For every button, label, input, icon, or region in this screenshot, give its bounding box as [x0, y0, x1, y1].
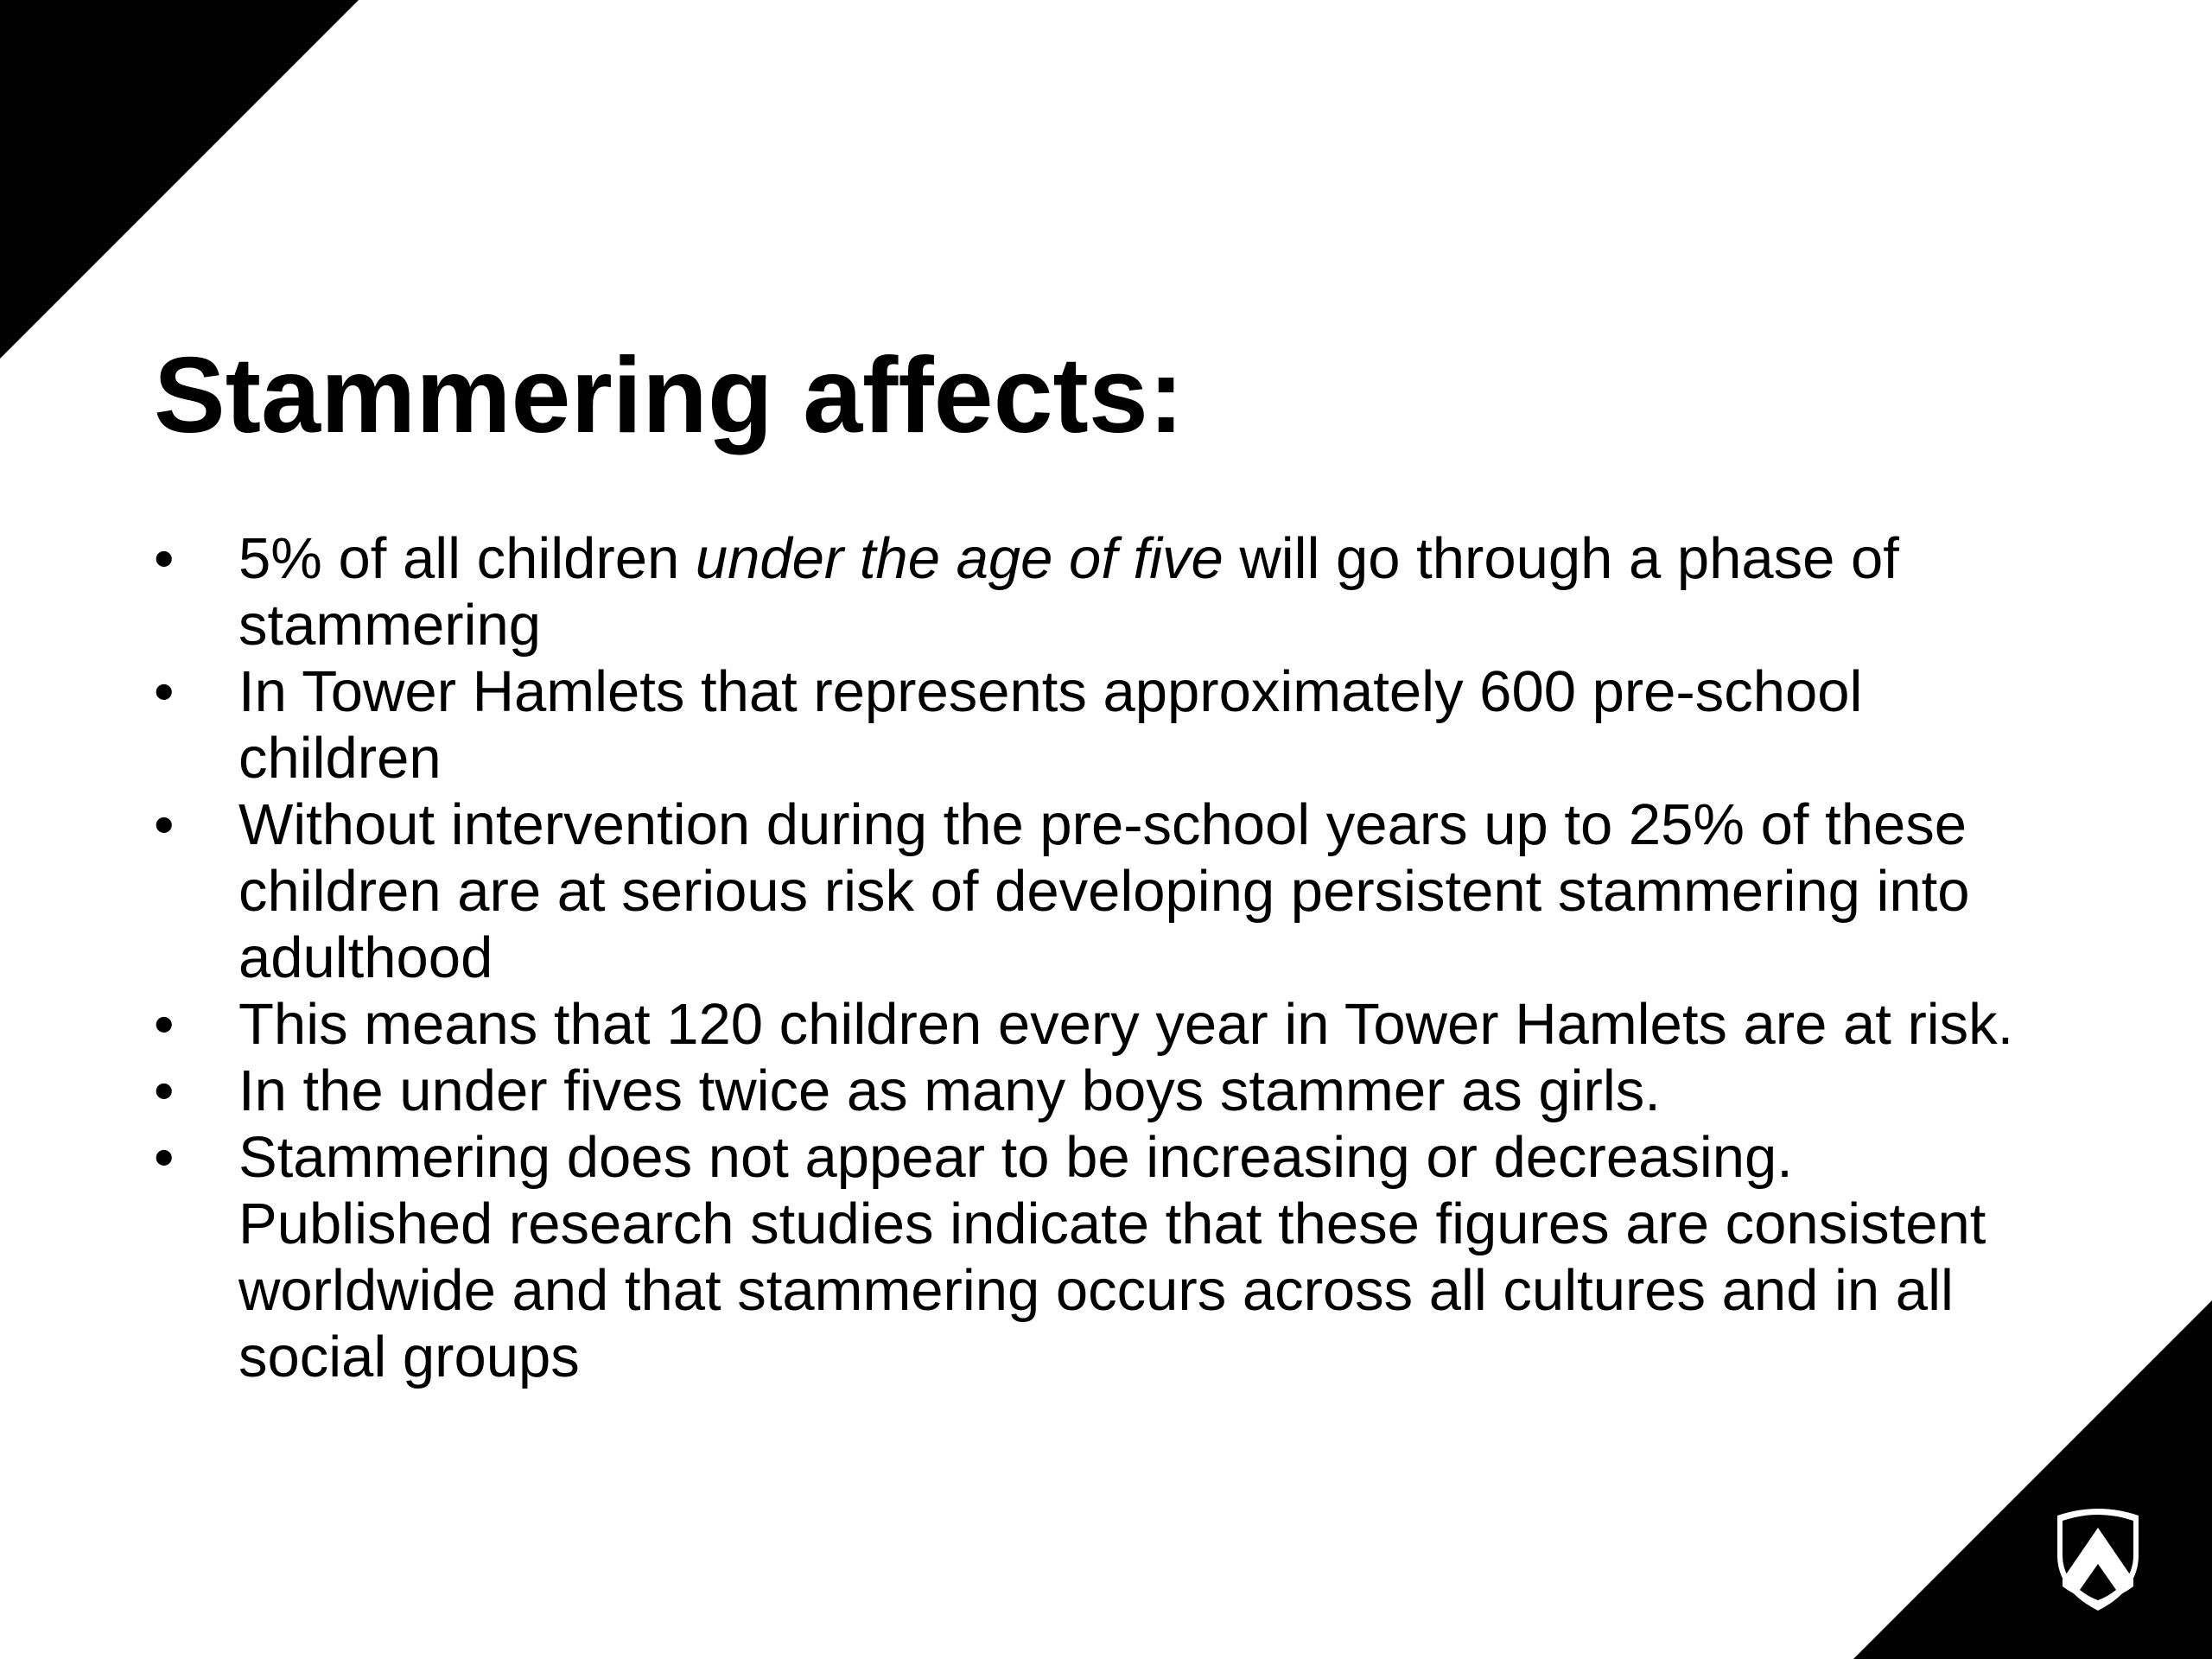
list-item — [154, 991, 2037, 1058]
bullet-text: This means that 120 children every year in Tower Hamlets are at risk. — [238, 992, 2014, 1057]
bullet-icon: • — [154, 526, 175, 591]
bullet-icon: • — [154, 992, 175, 1057]
bullet-text: In Tower Hamlets that represents approximately 600 pre-school children — [238, 659, 1863, 791]
bullet-text: In the under fives twice as many boys stammer as girls. — [238, 1058, 1661, 1123]
list-item — [154, 525, 2037, 658]
bullet-icon: • — [154, 792, 175, 857]
bullet-text-part: 5% of all children — [238, 526, 696, 591]
slide-title: Stammering affects: — [154, 336, 1185, 455]
bullet-icon: • — [154, 659, 175, 724]
bullet-icon: • — [154, 1125, 175, 1190]
bullet-list — [154, 525, 2037, 1390]
bullet-text: Without intervention during the pre-school years up to 25% of these children are at serious risk of developing persistent stammering into adulthood — [238, 792, 1970, 990]
corner-triangle-top-left — [0, 0, 359, 359]
bullet-text-part: will go through a phase of stammering — [238, 526, 1899, 658]
bullet-icon: • — [154, 1058, 175, 1123]
list-item — [154, 1124, 2037, 1390]
list-item — [154, 1058, 2037, 1124]
bullet-text-emphasis: under the age of five — [695, 526, 1224, 591]
list-item — [154, 658, 2037, 791]
shield-crest-icon — [2050, 1503, 2145, 1612]
bullet-text: Stammering does not appear to be increasing or decreasing. Published research studies indicate that these figures are consistent worldwide and that stammering occurs across all cultures and in all social groups — [238, 1125, 1986, 1389]
list-item — [154, 791, 2037, 991]
